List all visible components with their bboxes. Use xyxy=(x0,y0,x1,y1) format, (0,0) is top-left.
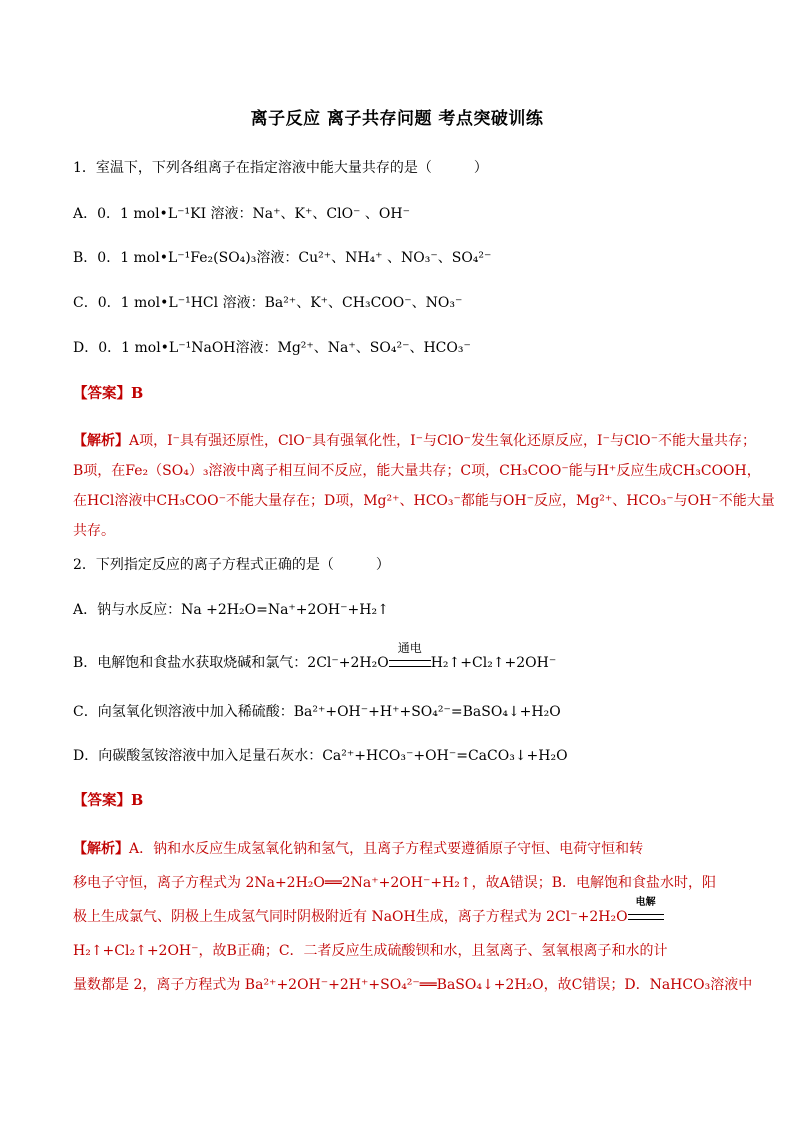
question-1-option-a: A．0．1 mol•L⁻¹KI 溶液：Na⁺、K⁺、ClO⁻ 、OH⁻ xyxy=(73,206,410,222)
electrolysis-arrow xyxy=(628,897,664,934)
electrolysis-arrow xyxy=(389,641,431,673)
analysis-line: H₂↑+Cl₂↑+2OH⁻，故B正确；C．二者反应生成硫酸钡和水，且氢离子、氢氧根离子和水的计 xyxy=(73,943,668,959)
analysis-tag: 【解析】 xyxy=(73,841,129,857)
question-1-option-c: C．0．1 mol•L⁻¹HCl 溶液：Ba²⁺、K⁺、CH₃COO⁻、NO₃⁻ xyxy=(73,295,463,311)
question-2-analysis xyxy=(73,832,753,1002)
option-b-left: B．电解饱和食盐水获取烧碱和氯气：2Cl⁻+2H₂O xyxy=(73,655,389,671)
question-1-analysis xyxy=(73,426,775,546)
question-2-option-c: C．向氢氧化钡溶液中加入稀硫酸：Ba²⁺+OH⁻+H⁺+SO₄²⁻=BaSO₄↓+H₂O xyxy=(73,704,561,720)
question-2-option-b xyxy=(73,641,557,673)
analysis-line: B项，在Fe₂（SO₄）₃溶液中离子相互间不反应，能大量共存；C项，CH₃COO⁻能与H⁺反应生成CH₃COOH， xyxy=(73,463,761,479)
analysis-line: 量数都是 2，离子方程式为 Ba²⁺+2OH⁻+2H⁺+SO₄²⁻══BaSO₄↓+2H₂O，故C错误；D．NaHCO₃溶液中 xyxy=(73,977,753,993)
analysis-line: 移电子守恒，离子方程式为 2Na+2H₂O══2Na⁺+2OH⁻+H₂↑，故A错误；B．电解饱和食盐水时，阳 xyxy=(73,875,717,891)
analysis-line: 共存。 xyxy=(73,523,115,539)
question-2-option-a: A．钠与水反应：Na +2H₂O=Na⁺+2OH⁻+H₂↑ xyxy=(73,602,389,618)
arrow-condition: 通电 xyxy=(397,641,422,655)
analysis-line: 在HCl溶液中CH₃COO⁻不能大量存在；D项，Mg²⁺、HCO₃⁻都能与OH⁻反应，Mg²⁺、HCO₃⁻与OH⁻不能大量 xyxy=(73,493,775,509)
question-1-option-d: D．0．1 mol•L⁻¹NaOH溶液：Mg²⁺、Na⁺、SO₄²⁻、HCO₃⁻ xyxy=(73,340,471,356)
question-2-option-d: D．向碳酸氢铵溶液中加入足量石灰水：Ca²⁺+HCO₃⁻+OH⁻=CaCO₃↓+H₂O xyxy=(73,748,568,764)
analysis-line: A．钠和水反应生成氢氧化钠和氢气，且离子方程式要遵循原子守恒、电荷守恒和转 xyxy=(129,841,644,857)
question-1-stem: 1．室温下，下列各组离子在指定溶液中能大量共存的是（ ） xyxy=(73,160,488,176)
question-2-stem: 2．下列指定反应的离子方程式正确的是（ ） xyxy=(73,557,390,573)
page-title: 离子反应 离子共存问题 考点突破训练 xyxy=(250,109,544,129)
option-b-right: H₂↑+Cl₂↑+2OH⁻ xyxy=(430,655,557,671)
question-1-option-b: B．0．1 mol•L⁻¹Fe₂(SO₄)₃溶液：Cu²⁺、NH₄⁺ 、NO₃⁻、SO₄²⁻ xyxy=(73,250,492,266)
question-2-answer: 【答案】B xyxy=(73,792,144,809)
arrow-condition: 电解 xyxy=(635,897,656,908)
analysis-tag: 【解析】 xyxy=(73,433,129,449)
analysis-line: 极上生成氯气、阴极上生成氢气同时阴极附近有 NaOH生成，离子方程式为 2Cl⁻+2H₂O xyxy=(73,909,628,925)
analysis-line: A项，I⁻具有强还原性，ClO⁻具有强氧化性，I⁻与ClO⁻发生氧化还原反应，I⁻与ClO⁻不能大量共存； xyxy=(129,433,757,449)
question-1-answer: 【答案】B xyxy=(73,385,144,402)
